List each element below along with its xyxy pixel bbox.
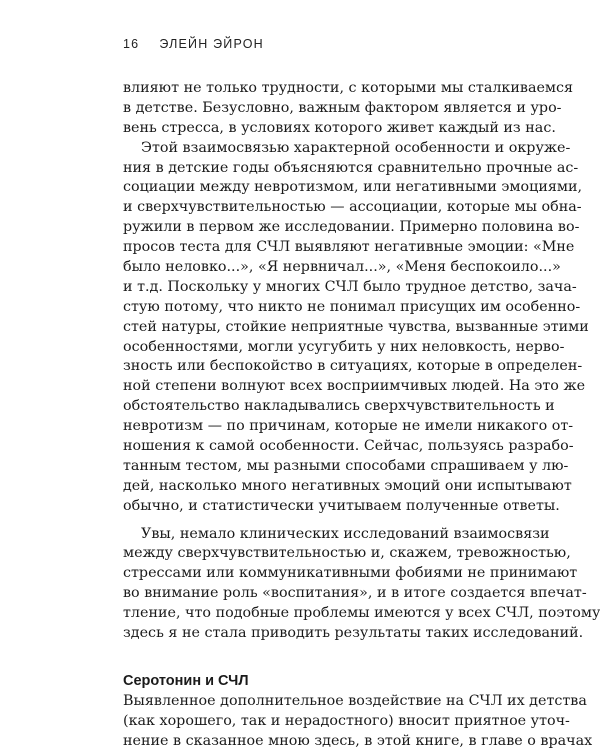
section [123,670,593,752]
text-line: было неловко...», «Я нервничал...», «Меня беспокоило...» [123,259,561,276]
text-line: во внимание роль «воспитания», и в итоге создается впечат- [123,585,587,602]
text-line: невротизм — по причинам, которые не имели никакого от- [123,418,574,435]
text-line: социации между невротизмом, или негативными эмоциями, [123,179,583,196]
text-line: нение в сказанное мною здесь, в этой книге, в главе о врачах [123,732,593,749]
text-line: в детстве. Безусловно, важным фактором является и уро- [123,99,562,116]
text-line: танным тестом, мы разными способами спрашиваем у лю- [123,457,569,474]
text-line: зность или беспокойство в ситуациях, которые в определен- [123,358,583,375]
text-line: ношения к самой особенности. Сейчас, пользуясь разрабо- [123,438,574,455]
text-line: вень стресса, в условиях которого живет каждый из нас. [123,119,556,136]
author-name: ЭЛЕЙН ЭЙРОН [159,37,264,51]
text-line: Этой взаимосвязью характерной особенности и окруже- [141,139,571,156]
text-line: стрессами или коммуникативными фобиями не принимают [123,565,578,582]
text-line: и т.д. Поскольку у многих СЧЛ было трудное детство, зача- [123,278,577,295]
running-head [123,37,264,51]
text-line: стей натуры, стойкие неприятные чувства, вызванные этими [123,318,589,335]
body-text [123,79,600,752]
text-line: влияют не только трудности, с которыми мы сталкиваемся [123,80,574,96]
text-line: тление, что подобные проблемы имеются у всех СЧЛ, поэтому [123,605,600,622]
text-line: и сверхчувствительностью — ассоциации, которые мы обна- [123,199,582,216]
text-line: дей, насколько много негативных эмоций они испытывают [123,477,572,494]
text-line: ния в детские годы объясняются сравнительно прочные ас- [123,159,579,176]
text-line: просов теста для СЧЛ выявляют негативные эмоции: «Мне [123,239,575,256]
text-line: ной степени волнуют всех восприимчивых людей. На это же [123,378,586,395]
text-line: между сверхчувствительностью и, скажем, тревожностью, [123,545,571,562]
text-line: Увы, немало клинических исследований взаимосвязи [141,525,550,542]
paragraph [123,139,589,517]
text-line: особенностями, могли усугубить у них неловкость, нерво- [123,338,565,355]
text-line: Выявленное дополнительное воздействие на СЧЛ их детства [123,692,587,709]
text-line: ружили в первом же исследовании. Примерно половина во- [123,219,580,236]
section-heading: Серотонин и СЧЛ [123,672,249,689]
page-number: 16 [123,37,140,51]
text-line: стую потому, что никто не понимал присущих им особенно- [123,298,581,315]
text-line: обычно, и статистически учитываем полученные ответы. [123,497,560,514]
paragraph [123,79,574,139]
text-line: (как хорошего, так и нерадостного) вносит приятное уточ- [123,712,570,729]
text-line: здесь я не стала приводить результаты таких исследований. [123,625,584,642]
text-line: обстоятельство накладывались сверхчувствительность и [123,398,555,415]
paragraph [123,525,600,644]
